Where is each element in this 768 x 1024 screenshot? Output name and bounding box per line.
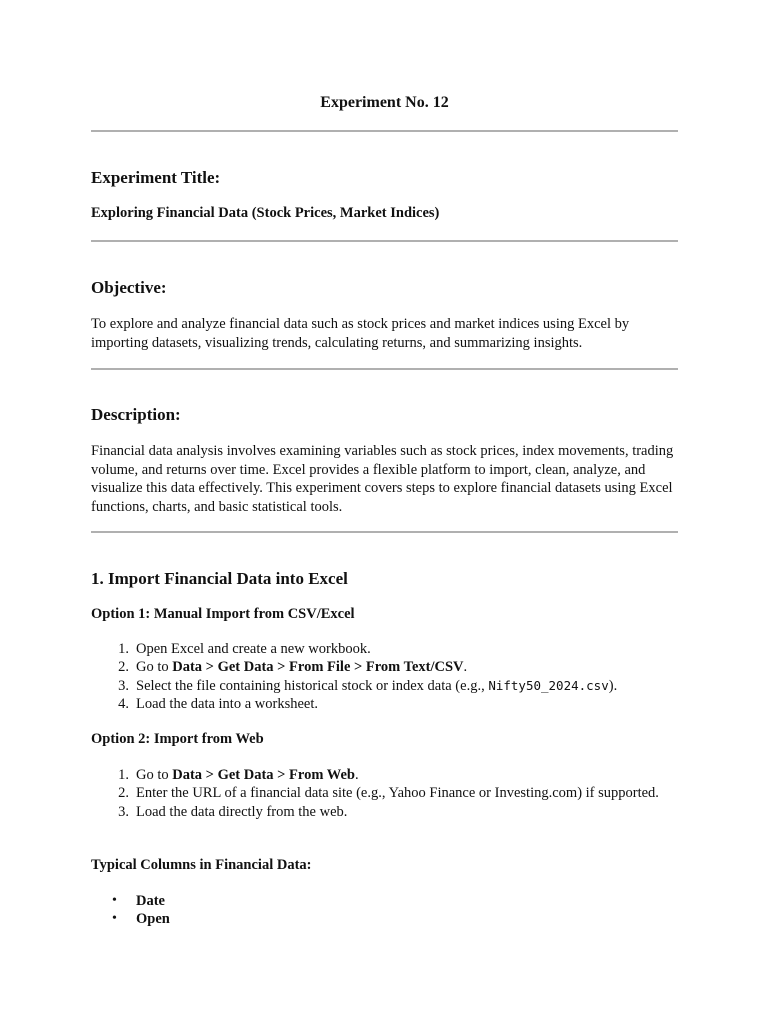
divider: [91, 368, 678, 370]
list-number: 2.: [118, 659, 129, 676]
section-heading: 1. Import Financial Data into Excel: [91, 569, 348, 588]
experiment-title-value: Exploring Financial Data (Stock Prices, Market Indices): [91, 205, 440, 221]
step-text-pre: Select the file containing historical stock or index data (e.g.,: [136, 677, 489, 694]
list-item: [91, 910, 678, 928]
list-number: 3.: [118, 677, 129, 694]
bullet-icon: •: [112, 911, 117, 927]
list-item: [91, 803, 678, 821]
divider: [91, 130, 678, 132]
objective-heading: Objective:: [91, 278, 167, 297]
divider: [91, 240, 678, 242]
list-number: 4.: [118, 695, 129, 712]
bullet-icon: •: [112, 893, 117, 908]
description-heading: Description:: [91, 405, 181, 424]
experiment-number: Experiment No. 12: [320, 94, 449, 111]
step-text-post: .: [354, 767, 359, 783]
list-number: 3.: [118, 803, 129, 820]
columns-heading: Typical Columns in Financial Data:: [91, 857, 312, 873]
step-text-post: ).: [608, 677, 618, 694]
step-text-pre: Go to: [136, 659, 173, 676]
step-text-post: .: [463, 659, 468, 676]
objective-text: To explore and analyze financial data such as stock prices and market indices using Excel by importing datasets, visualizing trends, calculating returns, and summarizing insights.: [91, 316, 630, 351]
list-number: 1.: [118, 641, 129, 657]
step-text: Enter the URL of a financial data site (e.g., Yahoo Finance or Investing.com) if supported.: [136, 785, 659, 802]
option2-steps: [91, 766, 678, 821]
experiment-title-heading: Experiment Title:: [91, 168, 221, 187]
list-item: [91, 677, 678, 695]
list-item: [91, 892, 678, 910]
option1-steps: [91, 640, 678, 713]
list-item: [91, 695, 678, 713]
divider: [91, 531, 678, 533]
columns-list: [91, 892, 678, 929]
step-text: Open Excel and create a new workbook.: [136, 641, 371, 657]
list-item: [91, 640, 678, 658]
description-text: Financial data analysis involves examining variables such as stock prices, index movements, trading volume, and returns over time. Excel provides a flexible platform to import, clean, analyze, and visualize this data effectively. This experiment covers steps to explore financial datasets using Excel functions, charts, and basic statistical tools.: [91, 443, 674, 515]
option2-heading: Option 2: Import from Web: [91, 731, 264, 747]
list-item: [91, 766, 678, 784]
list-item: [91, 658, 678, 676]
menu-path: Data > Get Data > From File > From Text/CSV: [172, 659, 464, 676]
step-text-pre: Go to: [136, 767, 173, 783]
column-name: Open: [136, 911, 170, 928]
list-number: 2.: [118, 785, 129, 802]
step-text: Load the data directly from the web.: [136, 803, 348, 820]
option1-heading: Option 1: Manual Import from CSV/Excel: [91, 606, 355, 622]
list-number: 1.: [118, 767, 129, 783]
step-text: Load the data into a worksheet.: [136, 695, 318, 712]
column-name: Date: [136, 893, 165, 909]
file-name: Nifty50_2024.csv: [488, 677, 609, 693]
menu-path: Data > Get Data > From Web: [172, 767, 355, 783]
list-item: [91, 784, 678, 802]
